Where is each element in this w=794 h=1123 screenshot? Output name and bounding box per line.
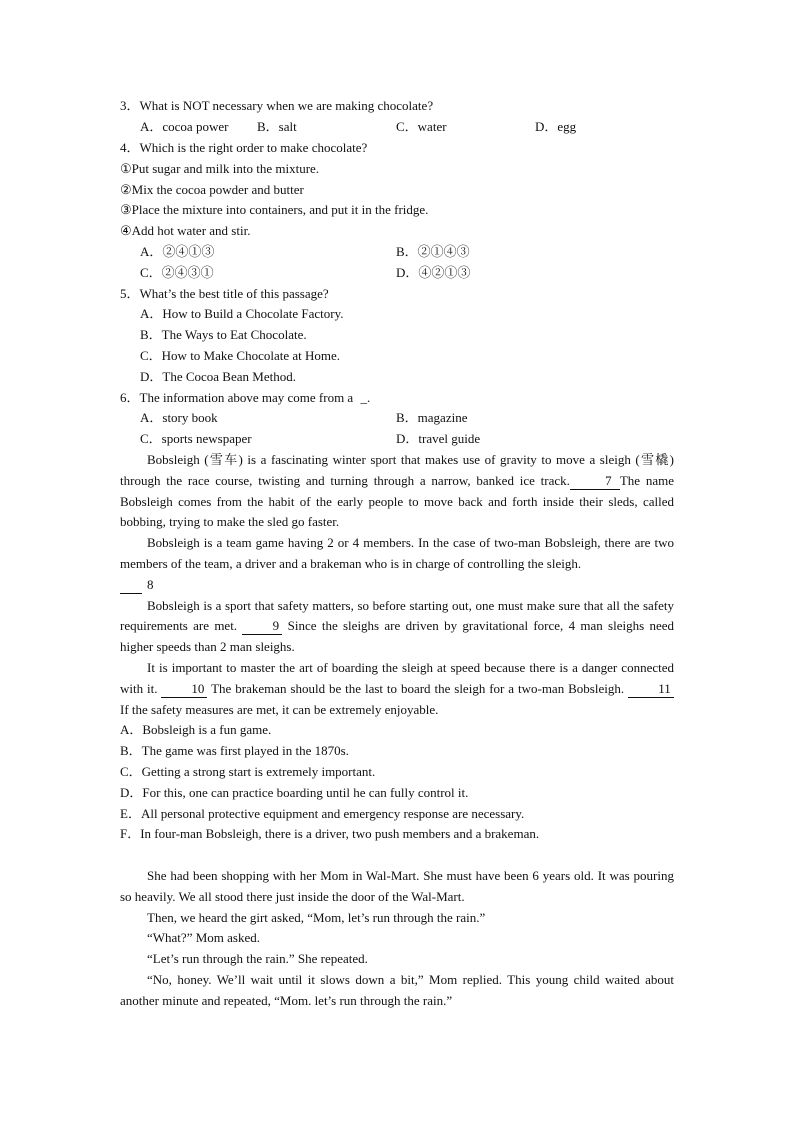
blank-9: 9 bbox=[242, 618, 282, 635]
question-3-option-b: B．salt bbox=[257, 119, 297, 134]
bobsleigh-paragraph-3 bbox=[120, 596, 674, 658]
question-6-option-c: C．sports newspaper bbox=[140, 431, 252, 446]
question-4-step-4: ④Add hot water and stir. bbox=[120, 223, 251, 238]
question-6-stem-text: 6．The information above may come from a bbox=[120, 390, 354, 405]
question-3-option-a: A．cocoa power bbox=[140, 119, 229, 134]
question-4-option-d: D．④②①③ bbox=[396, 265, 471, 280]
question-6-option-d: D．travel guide bbox=[396, 431, 481, 446]
question-6-blank: _ bbox=[360, 390, 367, 405]
bobsleigh-passage bbox=[120, 450, 674, 845]
bobsleigh-paragraph-2 bbox=[120, 533, 674, 595]
blank-7: 7 bbox=[570, 473, 620, 490]
bobsleigh-paragraph-4 bbox=[120, 658, 674, 720]
question-5-option-b: B．The Ways to Eat Chocolate. bbox=[140, 327, 307, 342]
blank-10: 10 bbox=[161, 681, 207, 698]
bobsleigh-paragraph-1 bbox=[120, 450, 674, 533]
bobsleigh-paragraph-4-rest: If the safety measures are met, it can be extremely enjoyable. bbox=[120, 701, 439, 717]
bobsleigh-paragraph-3-text: Bobsleigh is a sport that safety matters, so before starting out, one must make sure that all the safety requirements are met. bbox=[120, 597, 674, 634]
question-6-stem-end: . bbox=[366, 390, 371, 405]
question-4-option-a: A．②④①③ bbox=[140, 244, 215, 259]
rain-story-passage bbox=[120, 866, 674, 1012]
question-6-option-b: B．magazine bbox=[396, 410, 468, 425]
question-4-step-1: ①Put sugar and milk into the mixture. bbox=[120, 161, 320, 176]
rain-story-paragraph-1: She had been shopping with her Mom in Wal-Mart. She must have been 6 years old. It was pouring so heavily. We all stood there just inside the door of the Wal-Mart. bbox=[120, 868, 674, 904]
bobsleigh-option-f: F．In four-man Bobsleigh, there is a driver, two push members and a brakeman. bbox=[120, 826, 540, 842]
blank-8: 8 bbox=[120, 577, 142, 594]
bobsleigh-option-c: C．Getting a strong start is extremely important. bbox=[120, 763, 376, 779]
question-6-stem bbox=[120, 388, 675, 408]
blank-11: 11 bbox=[628, 681, 674, 698]
rain-story-paragraph-4: “Let’s run through the rain.” She repeated. bbox=[147, 951, 368, 967]
bobsleigh-option-d: D．For this, one can practice boarding until he can fully control it. bbox=[120, 784, 469, 800]
question-5-stem: 5．What’s the best title of this passage? bbox=[120, 286, 329, 301]
question-5-option-c: C．How to Make Chocolate at Home. bbox=[140, 348, 341, 363]
bobsleigh-paragraph-4-text: It is important to master the art of boarding the sleigh at speed because there is a danger connected with it. bbox=[120, 659, 674, 696]
question-3-stem: 3．What is NOT necessary when we are making chocolate? bbox=[120, 98, 434, 113]
question-5-option-a: A．How to Build a Chocolate Factory. bbox=[140, 306, 344, 321]
bobsleigh-paragraph-3-rest: Since the sleighs are driven by gravitational force, 4 man sleighs need higher speeds than 2 man sleighs. bbox=[120, 618, 675, 655]
question-4-step-3: ③Place the mixture into containers, and put it in the fridge. bbox=[120, 202, 429, 217]
question-4-stem: 4．Which is the right order to make chocolate? bbox=[120, 140, 368, 155]
bobsleigh-paragraph-1-text: Bobsleigh (雪车) is a fascinating winter sport that makes use of gravity to move a sleigh (雪橇) through the race course, twisting and turning through a narrow, banked ice track. bbox=[120, 452, 674, 488]
question-5-option-d: D．The Cocoa Bean Method. bbox=[140, 369, 296, 384]
question-3-option-d: D．egg bbox=[535, 119, 577, 134]
bobsleigh-paragraph-1-rest: The name Bobsleigh comes from the habit of the early people to move back and forth inside their sleds, called bobbing, trying to make the sled go faster. bbox=[120, 472, 674, 530]
bobsleigh-paragraph-4-middle: The brakeman should be the last to board the sleigh for a two-man Bobsleigh. bbox=[211, 680, 625, 696]
question-4-step-2: ②Mix the cocoa powder and butter bbox=[120, 182, 304, 197]
bobsleigh-option-e: E．All personal protective equipment and emergency response are necessary. bbox=[120, 805, 525, 821]
question-4-option-b: B．②①④③ bbox=[396, 244, 470, 259]
rain-story-paragraph-3: “What?” Mom asked. bbox=[147, 930, 260, 946]
bobsleigh-option-a: A．Bobsleigh is a fun game. bbox=[120, 722, 272, 738]
rain-story-paragraph-2: Then, we heard the girt asked, “Mom, let’s run through the rain.” bbox=[147, 909, 486, 925]
question-4-option-c: C．②④③① bbox=[140, 265, 214, 280]
question-3-option-c: C．water bbox=[396, 119, 447, 134]
bobsleigh-paragraph-2-text: Bobsleigh is a team game having 2 or 4 members. In the case of two-man Bobsleigh, there are two members of the team, a driver and a brakeman who is in charge of controlling the sleigh. bbox=[120, 535, 674, 571]
bobsleigh-option-b: B．The game was first played in the 1870s. bbox=[120, 743, 349, 759]
rain-story-paragraph-5: “No, honey. We’ll wait until it slows down a bit,” Mom replied. This young child waited about another minute and repeated, “Mom. let’s run through the rain.” bbox=[120, 971, 674, 1008]
question-6-option-a: A．story book bbox=[140, 410, 218, 425]
